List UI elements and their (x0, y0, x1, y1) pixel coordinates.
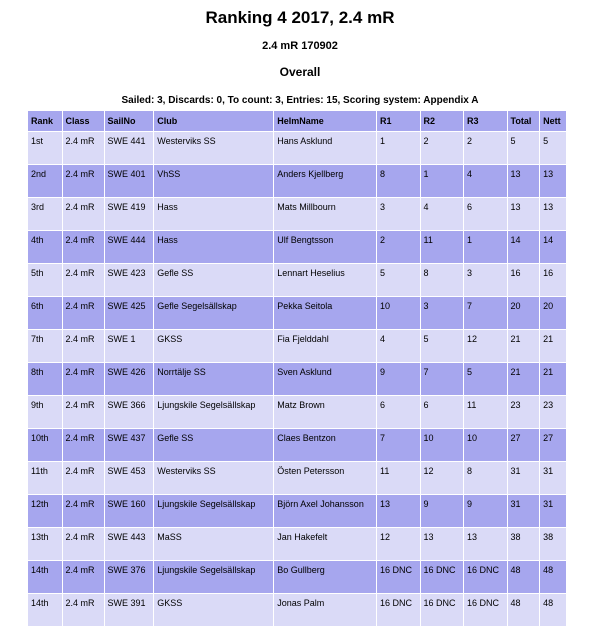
cell-helmname: Mats Millbourn (274, 198, 376, 230)
cell-nett: 5 (540, 132, 566, 164)
cell-r1: 4 (377, 330, 420, 362)
cell-club: Gefle SS (154, 429, 273, 461)
cell-r2: 13 (421, 528, 464, 560)
cell-r3: 16 DNC (464, 594, 507, 626)
cell-class: 2.4 mR (63, 297, 104, 329)
cell-total: 23 (508, 396, 540, 428)
cell-rank: 4th (28, 231, 62, 263)
cell-rank: 6th (28, 297, 62, 329)
cell-r1: 8 (377, 165, 420, 197)
cell-r2: 1 (421, 165, 464, 197)
table-row (28, 561, 566, 593)
cell-class: 2.4 mR (63, 528, 104, 560)
results-summary: Sailed: 3, Discards: 0, To count: 3, Entries: 15, Scoring system: Appendix A (121, 95, 479, 106)
cell-club: MaSS (154, 528, 273, 560)
cell-club: Ljungskile Segelsällskap (154, 495, 273, 527)
cell-r3: 8 (464, 462, 507, 494)
cell-class: 2.4 mR (63, 198, 104, 230)
cell-r2: 11 (421, 231, 464, 263)
cell-r2: 16 DNC (421, 594, 464, 626)
cell-sailno: SWE 391 (105, 594, 154, 626)
cell-class: 2.4 mR (63, 231, 104, 263)
cell-nett: 23 (540, 396, 566, 428)
cell-r1: 16 DNC (377, 561, 420, 593)
table-row (28, 132, 566, 164)
cell-club: Norrtälje SS (154, 363, 273, 395)
cell-helmname: Pekka Seitola (274, 297, 376, 329)
cell-total: 48 (508, 594, 540, 626)
cell-club: Hass (154, 198, 273, 230)
cell-total: 31 (508, 462, 540, 494)
results-body (28, 132, 566, 626)
cell-total: 31 (508, 495, 540, 527)
col-header-r2: R2 (421, 111, 464, 131)
cell-rank: 5th (28, 264, 62, 296)
cell-total: 5 (508, 132, 540, 164)
cell-r3: 9 (464, 495, 507, 527)
cell-nett: 20 (540, 297, 566, 329)
cell-nett: 27 (540, 429, 566, 461)
cell-total: 27 (508, 429, 540, 461)
table-header-row (28, 111, 566, 131)
cell-r1: 5 (377, 264, 420, 296)
cell-club: Ljungskile Segelsällskap (154, 561, 273, 593)
cell-total: 13 (508, 198, 540, 230)
cell-nett: 48 (540, 594, 566, 626)
cell-class: 2.4 mR (63, 264, 104, 296)
cell-rank: 9th (28, 396, 62, 428)
cell-total: 38 (508, 528, 540, 560)
cell-club: GKSS (154, 594, 273, 626)
cell-helmname: Lennart Heselius (274, 264, 376, 296)
cell-club: Gefle SS (154, 264, 273, 296)
cell-r2: 3 (421, 297, 464, 329)
cell-r3: 7 (464, 297, 507, 329)
cell-club: Westerviks SS (154, 132, 273, 164)
cell-r2: 12 (421, 462, 464, 494)
cell-total: 16 (508, 264, 540, 296)
event-subtitle: 2.4 mR 170902 (262, 40, 338, 52)
cell-class: 2.4 mR (63, 396, 104, 428)
cell-nett: 48 (540, 561, 566, 593)
cell-club: Hass (154, 231, 273, 263)
col-header-total: Total (508, 111, 540, 131)
cell-r2: 6 (421, 396, 464, 428)
cell-sailno: SWE 444 (105, 231, 154, 263)
section-heading: Overall (279, 65, 321, 79)
table-row (28, 495, 566, 527)
cell-nett: 13 (540, 198, 566, 230)
cell-nett: 16 (540, 264, 566, 296)
cell-rank: 8th (28, 363, 62, 395)
cell-class: 2.4 mR (63, 495, 104, 527)
cell-total: 14 (508, 231, 540, 263)
cell-r1: 6 (377, 396, 420, 428)
cell-sailno: SWE 423 (105, 264, 154, 296)
cell-class: 2.4 mR (63, 330, 104, 362)
cell-nett: 21 (540, 330, 566, 362)
cell-r2: 8 (421, 264, 464, 296)
table-row (28, 198, 566, 230)
cell-r3: 2 (464, 132, 507, 164)
cell-class: 2.4 mR (63, 132, 104, 164)
cell-total: 21 (508, 330, 540, 362)
table-row (28, 165, 566, 197)
cell-helmname: Fia Fjelddahl (274, 330, 376, 362)
cell-r1: 7 (377, 429, 420, 461)
cell-club: VhSS (154, 165, 273, 197)
cell-class: 2.4 mR (63, 165, 104, 197)
cell-r1: 11 (377, 462, 420, 494)
cell-sailno: SWE 1 (105, 330, 154, 362)
cell-r1: 16 DNC (377, 594, 420, 626)
cell-total: 21 (508, 363, 540, 395)
table-row (28, 396, 566, 428)
cell-sailno: SWE 366 (105, 396, 154, 428)
cell-helmname: Jonas Palm (274, 594, 376, 626)
col-header-helmname: HelmName (274, 111, 376, 131)
cell-nett: 31 (540, 462, 566, 494)
table-row (28, 462, 566, 494)
cell-r1: 13 (377, 495, 420, 527)
cell-r3: 6 (464, 198, 507, 230)
cell-sailno: SWE 441 (105, 132, 154, 164)
cell-class: 2.4 mR (63, 594, 104, 626)
cell-rank: 14th (28, 561, 62, 593)
cell-sailno: SWE 401 (105, 165, 154, 197)
cell-sailno: SWE 425 (105, 297, 154, 329)
cell-r3: 4 (464, 165, 507, 197)
cell-club: Westerviks SS (154, 462, 273, 494)
cell-r2: 5 (421, 330, 464, 362)
cell-r3: 3 (464, 264, 507, 296)
cell-helmname: Jan Hakefelt (274, 528, 376, 560)
cell-r2: 7 (421, 363, 464, 395)
cell-total: 48 (508, 561, 540, 593)
col-header-r1: R1 (377, 111, 420, 131)
table-row (28, 264, 566, 296)
cell-r2: 16 DNC (421, 561, 464, 593)
cell-rank: 12th (28, 495, 62, 527)
cell-nett: 21 (540, 363, 566, 395)
cell-class: 2.4 mR (63, 429, 104, 461)
cell-class: 2.4 mR (63, 561, 104, 593)
cell-r3: 1 (464, 231, 507, 263)
table-row (28, 330, 566, 362)
cell-r1: 1 (377, 132, 420, 164)
cell-r1: 10 (377, 297, 420, 329)
cell-sailno: SWE 160 (105, 495, 154, 527)
cell-r2: 9 (421, 495, 464, 527)
results-table (27, 110, 567, 627)
cell-helmname: Bo Gullberg (274, 561, 376, 593)
cell-helmname: Ulf Bengtsson (274, 231, 376, 263)
col-header-class: Class (63, 111, 104, 131)
col-header-sailno: SailNo (105, 111, 154, 131)
col-header-club: Club (154, 111, 273, 131)
col-header-nett: Nett (540, 111, 566, 131)
cell-sailno: SWE 453 (105, 462, 154, 494)
cell-r2: 4 (421, 198, 464, 230)
table-row (28, 297, 566, 329)
cell-r3: 5 (464, 363, 507, 395)
cell-helmname: Hans Asklund (274, 132, 376, 164)
cell-helmname: Björn Axel Johansson (274, 495, 376, 527)
cell-rank: 1st (28, 132, 62, 164)
cell-helmname: Sven Asklund (274, 363, 376, 395)
cell-sailno: SWE 437 (105, 429, 154, 461)
cell-r3: 10 (464, 429, 507, 461)
cell-sailno: SWE 376 (105, 561, 154, 593)
table-row (28, 363, 566, 395)
cell-rank: 3rd (28, 198, 62, 230)
cell-rank: 13th (28, 528, 62, 560)
cell-total: 20 (508, 297, 540, 329)
cell-club: Ljungskile Segelsällskap (154, 396, 273, 428)
cell-rank: 14th (28, 594, 62, 626)
cell-r1: 12 (377, 528, 420, 560)
table-row (28, 594, 566, 626)
cell-r1: 3 (377, 198, 420, 230)
cell-rank: 11th (28, 462, 62, 494)
cell-r1: 9 (377, 363, 420, 395)
cell-r2: 10 (421, 429, 464, 461)
col-header-rank: Rank (28, 111, 62, 131)
cell-sailno: SWE 426 (105, 363, 154, 395)
col-header-r3: R3 (464, 111, 507, 131)
page-title: Ranking 4 2017, 2.4 mR (205, 8, 395, 27)
cell-rank: 10th (28, 429, 62, 461)
cell-helmname: Anders Kjellberg (274, 165, 376, 197)
cell-club: GKSS (154, 330, 273, 362)
cell-r3: 16 DNC (464, 561, 507, 593)
cell-r1: 2 (377, 231, 420, 263)
cell-r3: 13 (464, 528, 507, 560)
cell-sailno: SWE 443 (105, 528, 154, 560)
cell-class: 2.4 mR (63, 462, 104, 494)
cell-r3: 11 (464, 396, 507, 428)
cell-rank: 7th (28, 330, 62, 362)
cell-helmname: Östen Petersson (274, 462, 376, 494)
cell-rank: 2nd (28, 165, 62, 197)
cell-nett: 31 (540, 495, 566, 527)
table-row (28, 528, 566, 560)
cell-sailno: SWE 419 (105, 198, 154, 230)
cell-nett: 13 (540, 165, 566, 197)
cell-nett: 38 (540, 528, 566, 560)
cell-helmname: Claes Bentzon (274, 429, 376, 461)
cell-nett: 14 (540, 231, 566, 263)
cell-helmname: Matz Brown (274, 396, 376, 428)
table-row (28, 429, 566, 461)
cell-r2: 2 (421, 132, 464, 164)
cell-total: 13 (508, 165, 540, 197)
table-row (28, 231, 566, 263)
cell-class: 2.4 mR (63, 363, 104, 395)
cell-club: Gefle Segelsällskap (154, 297, 273, 329)
cell-r3: 12 (464, 330, 507, 362)
